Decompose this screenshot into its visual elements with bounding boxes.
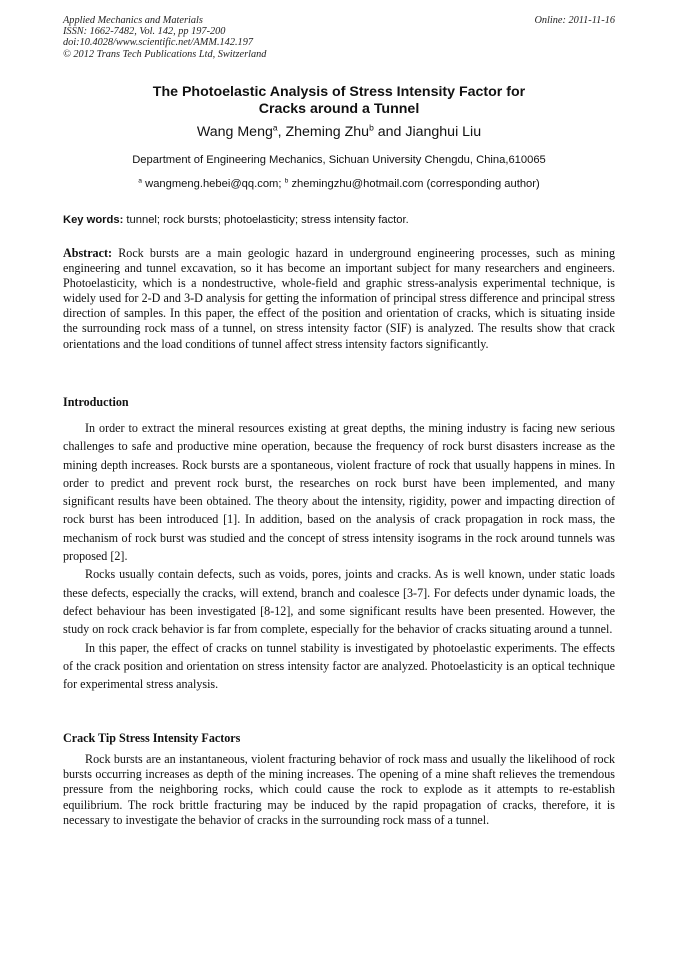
keywords-text: tunnel; rock bursts; photoelasticity; stress intensity factor.: [123, 214, 409, 226]
email-link[interactable]: wangmeng.hebei@qq.com;: [142, 178, 285, 190]
author-superscript: a: [272, 122, 278, 133]
email-link[interactable]: zhemingzhu@hotmail.com (corresponding author): [288, 178, 540, 190]
crack-section-body: [63, 752, 615, 828]
online-date: Online: 2011-11-16: [534, 15, 615, 26]
title-line-2: Cracks around a Tunnel: [258, 101, 420, 117]
author-name: Zheming Zhu: [285, 124, 370, 140]
paragraph: Rocks usually contain defects, such as voids, pores, joints and cracks. As is well known, under static loads these defects, especially the cracks, will extend, branch and coalesce [3-7]. For defects under dynamic loads, the defect behaviour has been investigated [8-12], and some significant results have been presented. However, the study on rock crack behavior is far from complete, especially for the behavior of cracks situating around a tunnel.: [63, 567, 615, 637]
author-separator: and: [373, 124, 406, 140]
affiliation: Department of Engineering Mechanics, Sichuan University Chengdu, China,610065: [132, 154, 546, 166]
paragraph: In order to extract the mineral resources existing at great depths, the mining industry is facing new serious challenges to safe and productive mine operation, because the frequency of rock burst disasters increase as the mining depth increases. Rock bursts are a spontaneous, violent fracture of rock that usually happens in mines. In order to predict and prevent rock burst, the researches on rock burst have been implemented, and many significant results have been obtained. The theory about the intensity, rigidity, power and impacting direction of rock burst has been introduced [1]. In addition, based on the analysis of crack propagation in rock mass, the mechanism of rock burst was studied and the concept of stress intensity isograms in the rock around tunnels was proposed [2].: [63, 421, 615, 564]
email-superscript: b: [284, 177, 289, 185]
title-line-1: The Photoelastic Analysis of Stress Intensity Factor for: [152, 84, 526, 100]
journal-issn: ISSN: 1662-7482, Vol. 142, pp 197-200: [63, 26, 226, 38]
abstract-text: Rock bursts are a main geologic hazard in underground engineering processes, such as mining engineering and tunnel excavation, so it has become an important subject for many researchers and engineers. Photoelasticity, which is a nondestructive, whole-field and graphic stress-analysis experimental technique, is widely used for 2-D and 3-D analysis for getting the information of principal stress difference and principal stress direction of samples. In this paper, the effect of the position and orientation of cracks, which is situating inside the surrounding rock mass of a tunnel, on stress intensity factor (SIF) is analyzed. The results show that crack orientations and the load conditions of tunnel affect stress intensity factors significantly.: [63, 246, 615, 351]
journal-doi[interactable]: doi:10.4028/www.scientific.net/AMM.142.197: [63, 37, 253, 49]
paragraph: Rock bursts are an instantaneous, violent fracturing behavior of rock mass and usually the likelihood of rock bursts occurring increases as depth of the mining increases. The opening of a mine shaft relieves the tremendous pressure from the neighboring rocks, which could cause the rock to explode as it attempts to re-establish equilibrium. The rock brittle fracturing may be induced by the rapid propagation of cracks, therefore, it is necessary to investigate the behavior of cracks in the surrounding rock mass of a tunnel.: [63, 752, 615, 827]
paper-title: [63, 84, 615, 118]
keywords: [63, 213, 615, 227]
author-list: [63, 123, 615, 141]
paragraph: In this paper, the effect of cracks on tunnel stability is investigated by photoelastic experiments. The effects of the crack position and orientation on stress intensity factor are analyzed. Photoelasticity is an optical technique for experimental stress analysis.: [63, 640, 615, 692]
keywords-label: Key words:: [63, 214, 124, 226]
section-heading-introduction: Introduction: [63, 395, 129, 409]
journal-name: Applied Mechanics and Materials: [63, 15, 203, 26]
abstract-label: Abstract:: [63, 246, 113, 260]
author-superscript: b: [369, 122, 374, 133]
abstract: [63, 246, 615, 352]
author-emails: [63, 177, 615, 191]
section-heading-crack-tip: Crack Tip Stress Intensity Factors: [63, 731, 241, 745]
journal-header: [63, 15, 266, 60]
introduction-body: [63, 419, 615, 693]
author-name: Wang Meng: [196, 124, 273, 140]
email-superscript: a: [138, 177, 142, 185]
author-name: Jianghui Liu: [405, 124, 482, 140]
journal-copyright: © 2012 Trans Tech Publications Ltd, Switzerland: [63, 48, 267, 60]
author-separator: ,: [277, 124, 286, 140]
